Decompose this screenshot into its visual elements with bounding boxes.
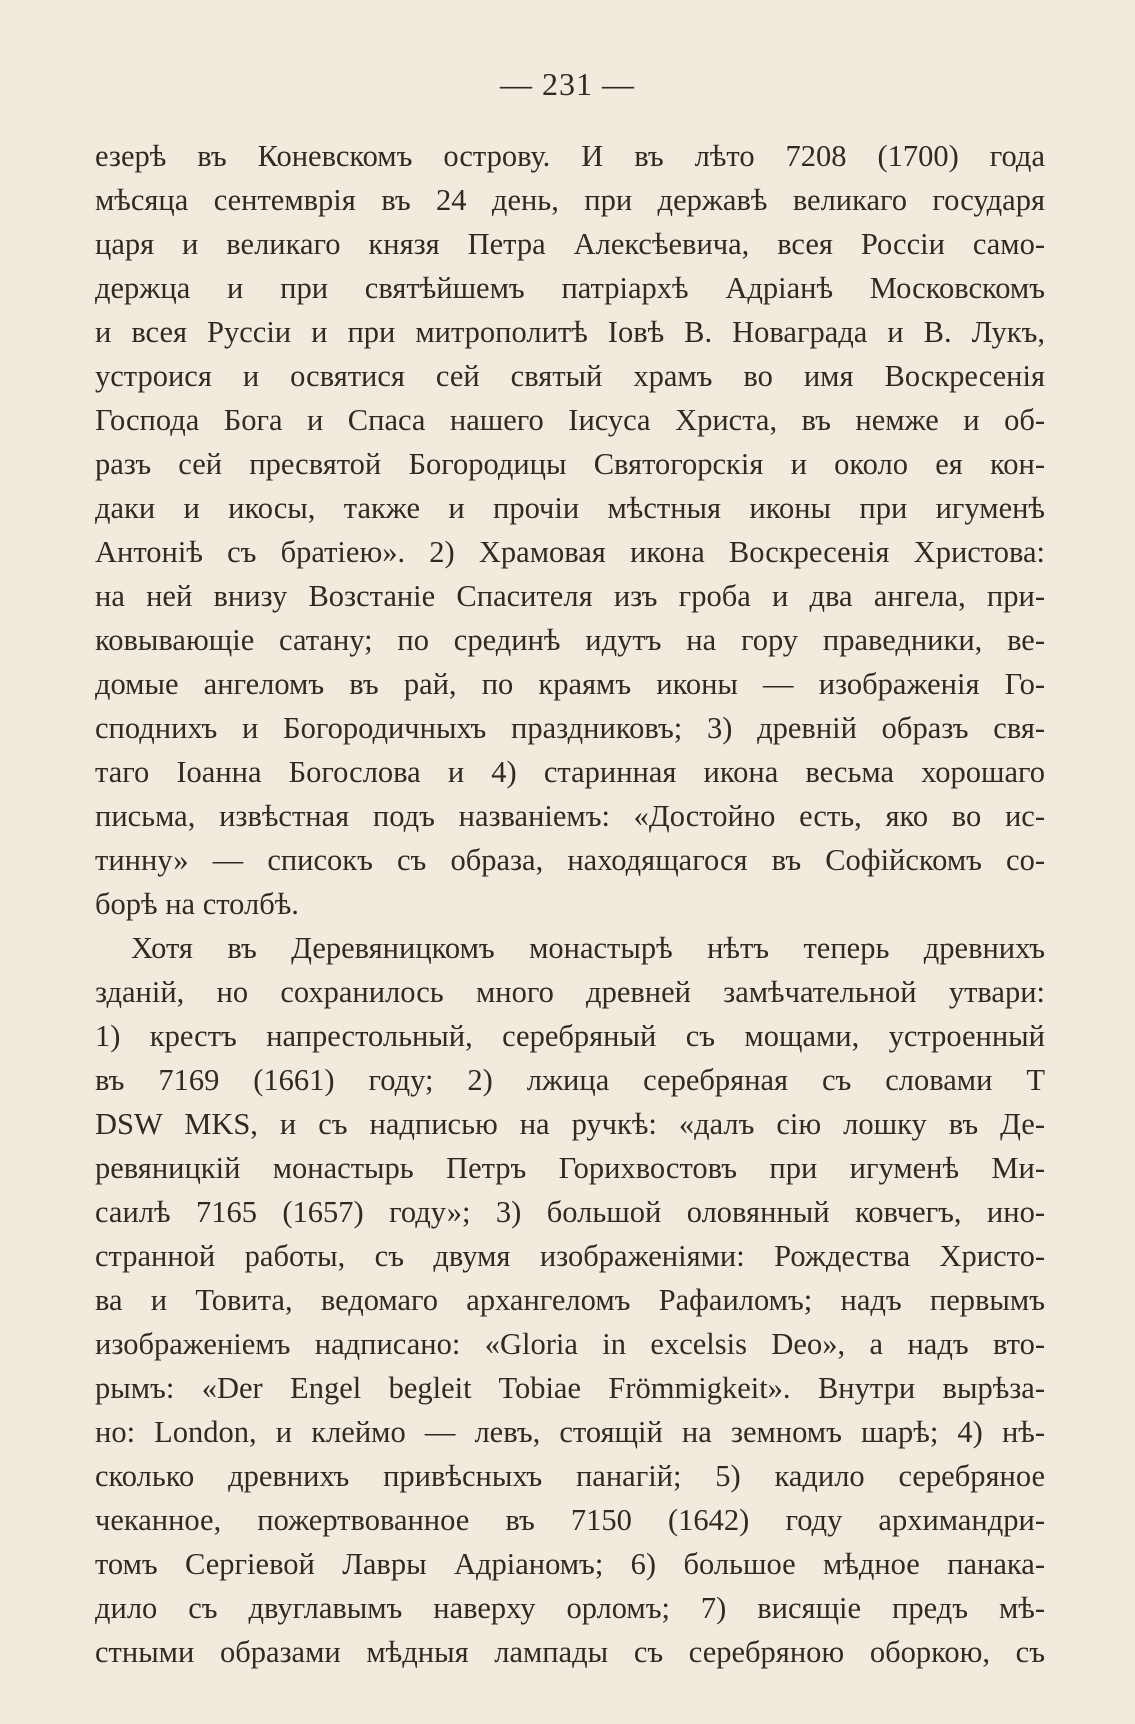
text-line: даки и икосы, также и прочіи мѣстныя иконы при игуменѣ	[95, 491, 1045, 525]
text-line: въ 7169 (1661) году; 2) лжица серебряная съ словами Т	[95, 1063, 1045, 1097]
body-text	[95, 134, 1045, 1674]
text-line: но: London, и клеймо — левъ, стоящій на земномъ шарѣ; 4) нѣ-	[95, 1415, 1045, 1449]
text-line: стными образами мѣдныя лампады съ серебряною оборкою, съ	[95, 1635, 1045, 1669]
text-line: чеканное, пожертвованное въ 7150 (1642) году архимандри-	[95, 1503, 1045, 1537]
text-line: царя и великаго князя Петра Алексѣевича, всея Россіи само-	[95, 227, 1045, 261]
text-line: саилѣ 7165 (1657) году»; 3) большой оловянный ковчегъ, ино-	[95, 1195, 1045, 1229]
text-line: езерѣ въ Коневскомъ острову. И въ лѣто 7208 (1700) года	[95, 139, 1045, 173]
text-line: дило съ двуглавымъ наверху орломъ; 7) висящіе предъ мѣ-	[95, 1591, 1045, 1625]
text-line: мѣсяца сентемврія въ 24 день, при державѣ великаго государя	[95, 183, 1045, 217]
text-line: споднихъ и Богородичныхъ праздниковъ; 3) древній образъ свя-	[95, 711, 1045, 745]
text-line: Господа Бога и Спаса нашего Іисуса Христа, въ немже и об-	[95, 403, 1045, 437]
text-line: тинну» — списокъ съ образа, находящагося въ Софійскомъ со-	[95, 843, 1045, 877]
text-line: DSW MKS, и съ надписью на ручкѣ: «далъ сію лошку въ Де-	[95, 1107, 1045, 1141]
paragraph-1	[95, 134, 1045, 926]
text-line: рымъ: «Der Engel begleit Tobiae Frömmigkeit». Внутри вырѣза-	[95, 1371, 1045, 1405]
text-line: Антоніѣ съ братіею». 2) Храмовая икона Воскресенія Христова:	[95, 535, 1045, 569]
text-line: и всея Руссіи и при митрополитѣ Іовѣ В. Новаграда и В. Лукъ,	[95, 315, 1045, 349]
text-line: ва и Товита, ведомаго архангеломъ Рафаиломъ; надъ первымъ	[95, 1283, 1045, 1317]
page-number: — 231 —	[500, 66, 635, 102]
text-line: устроися и освятися сей святый храмъ во имя Воскресенія	[95, 359, 1045, 393]
text-line: томъ Сергіевой Лавры Адріаномъ; 6) большое мѣдное панака-	[95, 1547, 1045, 1581]
text-line: 1) крестъ напрестольный, серебряный съ мощами, устроенный	[95, 1019, 1045, 1053]
text-line: ковывающіе сатану; по срединѣ идутъ на гору праведники, ве-	[95, 623, 1045, 657]
text-line: странной работы, съ двумя изображеніями: Рождества Христо-	[95, 1239, 1045, 1273]
text-line: разъ сей пресвятой Богородицы Святогорскія и около ея кон-	[95, 447, 1045, 481]
text-line: на ней внизу Возстаніе Спасителя изъ гроба и два ангела, при-	[95, 579, 1045, 613]
text-line: борѣ на столбѣ.	[95, 887, 299, 921]
text-line: держца и при святѣйшемъ патріархѣ Адріанѣ Московскомъ	[95, 271, 1045, 305]
text-line: домые ангеломъ въ рай, по краямъ иконы — изображенія Го-	[95, 667, 1045, 701]
text-line: сколько древнихъ привѣсныхъ панагій; 5) кадило серебряное	[95, 1459, 1045, 1493]
text-line: зданій, но сохранилось много древней замѣчательной утвари:	[95, 975, 1045, 1009]
text-line: таго Іоанна Богослова и 4) старинная икона весьма хорошаго	[95, 755, 1045, 789]
text-line: Хотя въ Деревяницкомъ монастырѣ нѣтъ теперь древнихъ	[131, 931, 1045, 965]
text-line: ревяницкій монастырь Петръ Горихвостовъ при игуменѣ Ми-	[95, 1151, 1045, 1185]
text-line: письма, извѣстная подъ названіемъ: «Достойно есть, яко во ис-	[95, 799, 1045, 833]
paragraph-2	[95, 926, 1045, 1674]
text-line: изображеніемъ надписано: «Gloria in excelsis Deo», а надъ вто-	[95, 1327, 1045, 1361]
